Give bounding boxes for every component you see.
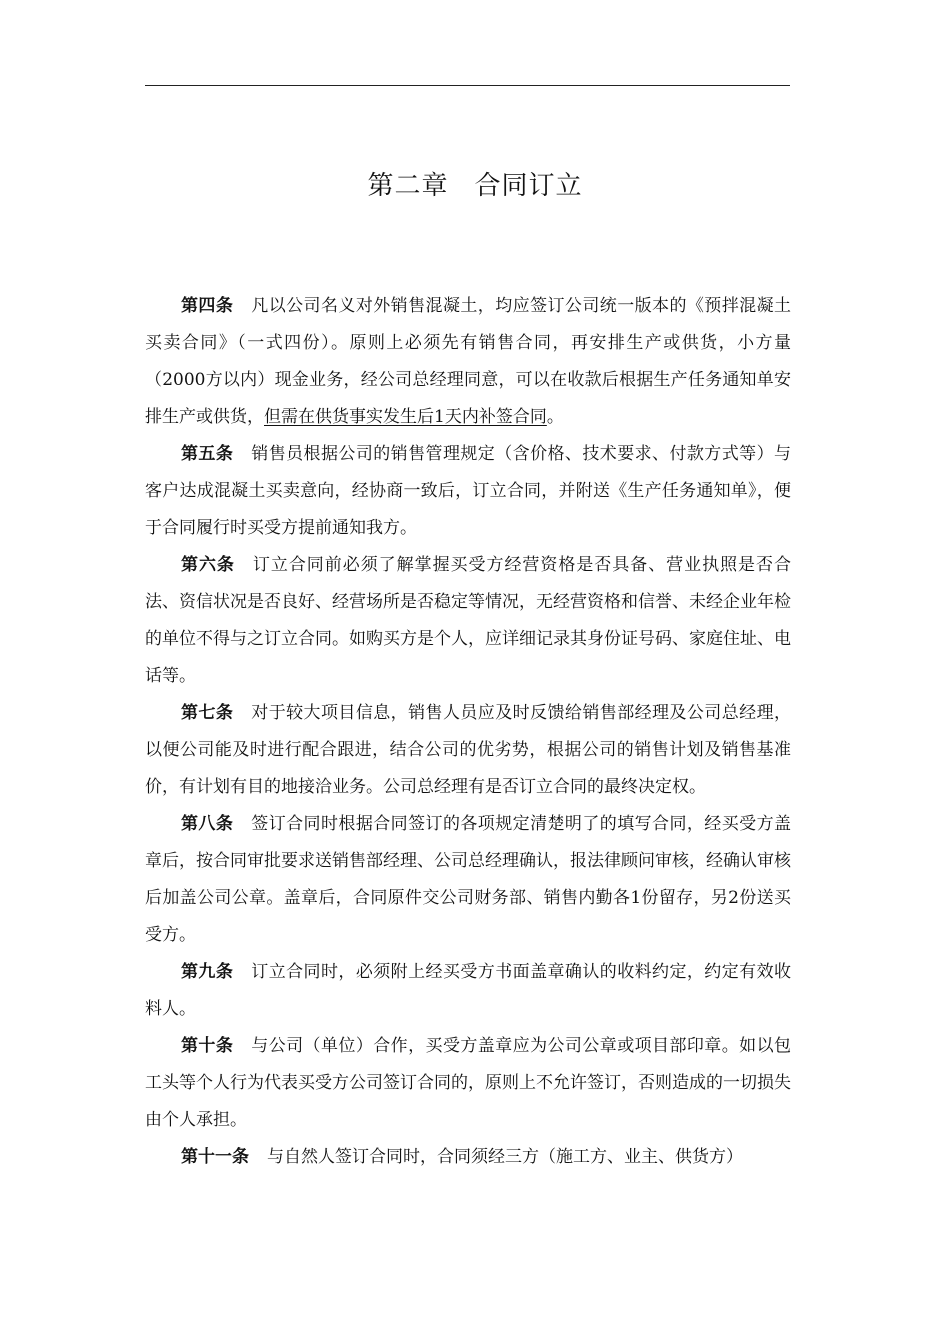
article-text: 对于较大项目信息，销售人员应及时反馈给销售部经理及公司总经理，以便公司能及时进行配合跟进，结合公司的优劣势，根据公司的销售计划及销售基准价，有计划有目的地接洽业务。公司总经理有是否订立合同的最终决定权。: [145, 703, 792, 797]
article-text: 订立合同时，必须附上经买受方书面盖章确认的收料约定，约定有效收料人。: [145, 962, 792, 1019]
article-text: 订立合同前必须了解掌握买受方经营资格是否具备、营业执照是否合法、资信状况是否良好、经营场所是否稳定等情况，无经营资格和信誉、未经企业年检的单位不得与之订立合同。如购买方是个人，应详细记录其身份证号码、家庭住址、电话等。: [145, 555, 791, 686]
article-number: 第七条: [181, 703, 234, 723]
article-number: 第十一条: [181, 1147, 249, 1167]
article-underlined-text: 但需在供货事实发生后1天内补签合同: [264, 407, 547, 427]
article-text: 与自然人签订合同时，合同须经三方（施工方、业主、供货方）: [267, 1147, 743, 1167]
article-6: [145, 547, 791, 695]
chapter-name: 合同订立: [474, 171, 583, 201]
article-number: 第四条: [181, 296, 234, 316]
article-number: 第六条: [181, 555, 235, 575]
chapter-number: 第二章: [367, 171, 449, 201]
chapter-title: [0, 166, 950, 206]
article-number: 第五条: [181, 444, 234, 464]
article-11: [145, 1139, 791, 1176]
article-text: 与公司（单位）合作，买受方盖章应为公司公章或项目部印章。如以包工头等个人行为代表买受方公司签订合同的，原则上不允许签订，否则造成的一切损失由个人承担。: [145, 1036, 792, 1130]
article-10: [145, 1028, 791, 1139]
article-9: [145, 954, 791, 1028]
header-rule: [145, 85, 790, 86]
article-number: 第九条: [181, 962, 234, 982]
article-text: 签订合同时根据合同签订的各项规定清楚明了的填写合同，经买受方盖章后，按合同审批要求送销售部经理、公司总经理确认，报法律顾问审核，经确认审核后加盖公司公章。盖章后，合同原件交公司财务部、销售内勤各1份留存，另2份送买受方。: [145, 814, 792, 945]
article-number: 第十条: [181, 1036, 234, 1056]
article-4: [145, 288, 791, 436]
article-8: [145, 806, 791, 954]
article-tail: 。: [546, 407, 564, 427]
article-5: [145, 436, 791, 547]
article-text: 凡以公司名义对外销售混凝土，均应签订公司统一版本的《预拌混凝土买卖合同》（一式四份）。原则上必须先有销售合同，再安排生产或供货，小方量（2000方以内）现金业务，经公司总经理同意，可以在收款后根据生产任务通知单安排生产或供货，: [145, 296, 792, 427]
article-text: 销售员根据公司的销售管理规定（含价格、技术要求、付款方式等）与客户达成混凝土买卖意向，经协商一致后，订立合同，并附送《生产任务通知单》，便于合同履行时买受方提前通知我方。: [145, 444, 792, 538]
article-list: [145, 288, 791, 1176]
article-number: 第八条: [181, 814, 234, 834]
article-7: [145, 695, 791, 806]
